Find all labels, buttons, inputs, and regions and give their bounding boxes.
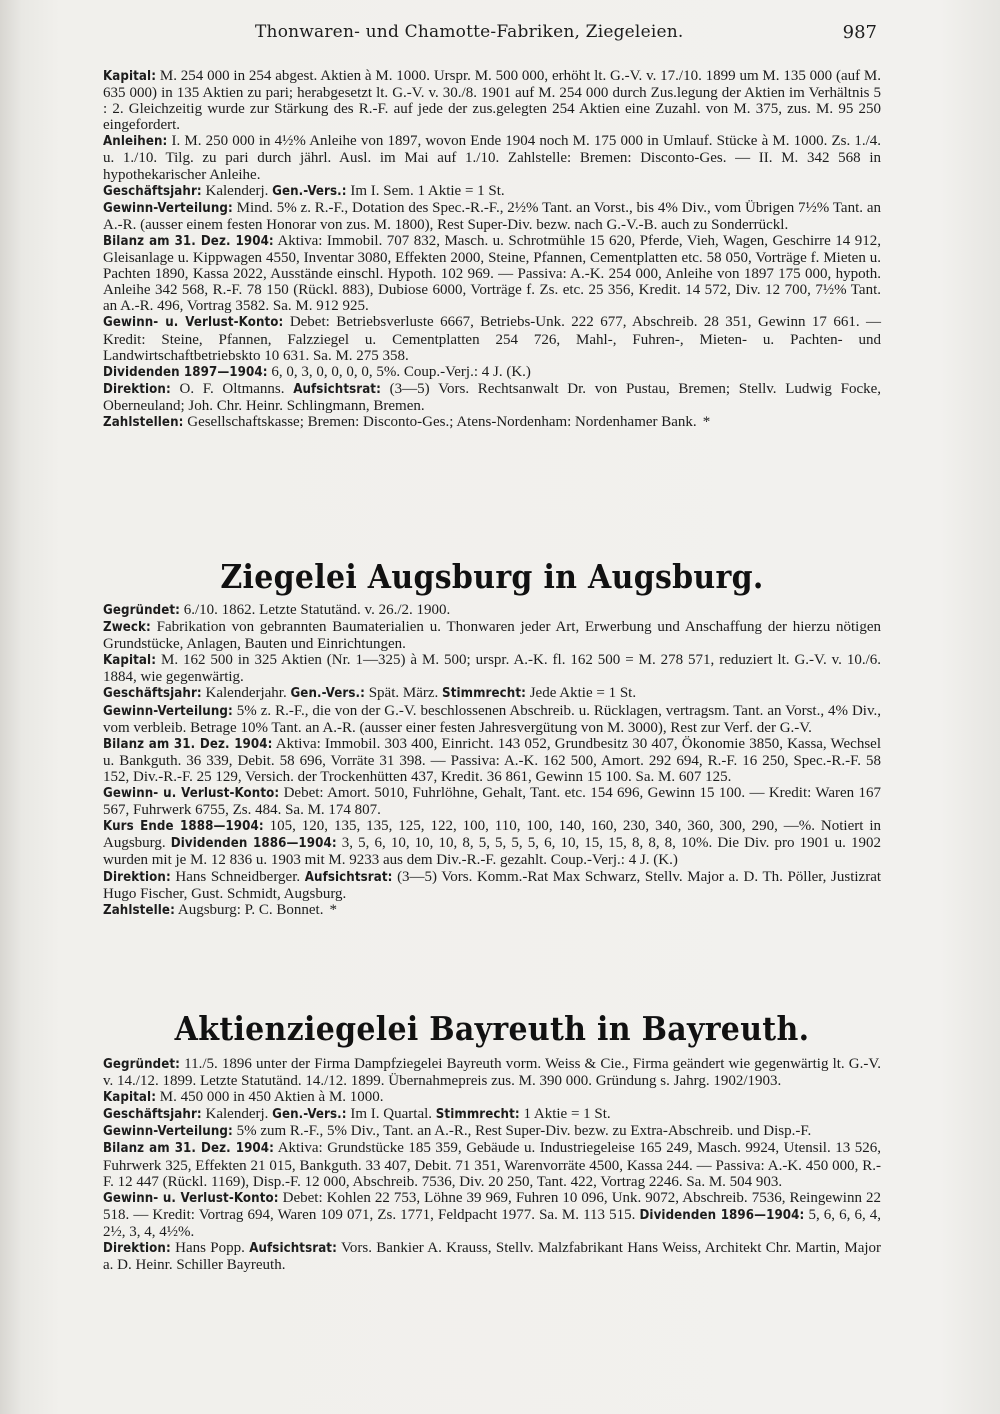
- entry-gegruendet: Gegründet: 11./5. 1896 unter der Firma Dampfziegelei Bayreuth vorm. Weiss & Cie., Firma geändert wie gegenwärtig lt. G.-V. v. 14./12. 1899. Letzte Statutänd. 14./12. 1899. Übernahmepreis zus. M. 390 000. Gründung s. Jahrg. 1902/1903.: [103, 1056, 882, 1090]
- section-continued-company: [103, 68, 881, 431]
- entry-zahlstellen: Zahlstellen: Gesellschaftskasse; Bremen: Disconto-Ges.; Atens-Nordenham: Nordenhamer Bank. *: [103, 413, 711, 430]
- entry-geschaeftsjahr: Geschäftsjahr: Kalenderj. Gen.-Vers.: Im I. Sem. 1 Aktie = 1 St.: [103, 182, 505, 199]
- entry-gewinn-verteilung: Gewinn-Verteilung: Mind. 5% z. R.-F., Dotation des Spec.-R.-F., 2½% Tant. an Vorst., bis 4% Div., vom Übrigen 7½% Tant. an A.-R. (ausser einem festen Honorar von zus. M. 1800), Rest Super-Div. bezw. nach G.-V.-B. auch zu Sonderrückl.: [103, 199, 881, 233]
- page-header: [100, 22, 880, 46]
- entry-gewinn-verlust: Gewinn- u. Verlust-Konto: Debet: Betriebsverluste 6667, Betriebs-Unk. 222 677, Abschreib. 28 351, Gewinn 17 661. — Kredit: Steine, Pfannen, Falzziegel u. Cementplatten 254 726, Mahl-, Fuhren-, Mieten- u. Pachten- und Landwirtschaftbetriebskto 10 631. Sa. M. 275 358.: [103, 314, 882, 364]
- company-title-augsburg: Ziegelei Augsburg in Augsburg.: [220, 558, 764, 597]
- entry-geschaeftsjahr: Geschäftsjahr: Kalenderjahr. Gen.-Vers.: Spät. März. Stimmrecht: Jede Aktie = 1 St.: [103, 685, 637, 702]
- entry-bilanz: Bilanz am 31. Dez. 1904: Aktiva: Grundstücke 185 359, Gebäude u. Industriegeleise 165 249, Masch. 9924, Utensil. 13 526, Fuhrwerk 325, Effekten 21 015, Bankguth. 33 407, Debit. 71 351, Warenvorräte 4500, Kassa 244. — Passiva: A.-K. 450 000, R.-F. 12 447 (Rückl. 1169), Disp.-F. 12 000, Abschreib. 7536, Div. 20 250, Tant. 422, Vortrag 2246. Sa. M. 504 903.: [103, 1140, 881, 1190]
- entry-dividenden: Dividenden 1897—1904: 6, 0, 3, 0, 0, 0, 0, 5%. Coup.-Verj.: 4 J. (K.): [103, 363, 531, 380]
- entry-zweck: Zweck: Fabrikation von gebrannten Baumaterialien u. Thonwaren jeder Art, Erwerbung und Anschaffung der hierzu nötigen Grundstücke, Anlagen, Bauten und Einrichtungen.: [103, 619, 881, 653]
- entry-direktion: Direktion: Hans Schneidberger. Aufsichtsrat: (3—5) Vors. Komm.-Rat Max Schwarz, Stellv. Major a. D. Th. Pöller, Justizrat Hugo Fischer, Gust. Schmidt, Augsburg.: [103, 868, 882, 902]
- entry-bilanz: Bilanz am 31. Dez. 1904: Aktiva: Immobil. 707 832, Masch. u. Schrotmühle 15 620, Pferde, Vieh, Wagen, Geschirre 14 912, Gleisanlage u. Kippwagen 4550, Inventar 3080, Effekten 2000, Steine, Pfannen, Cementplatten etc. 58 050, Vorträge f. Mieten u. Pachten 1890, Kassa 2022, Ausstände einschl. Hypoth. 102 969. — Passiva: A.-K. 254 000, Anleihe von 1897 175 000, hypoth. Anleihe 342 568, R.-F. 78 150 (Rückl. 883), Dubiose 6000, Vorträge f. Zs. etc. 25 356, Kredit. 14 572, Div. 12 700, 7½% Tant. an A.-R. 496, Vortrag 3582. Sa. M. 912 925.: [103, 232, 881, 315]
- entry-bilanz: Bilanz am 31. Dez. 1904: Aktiva: Immobil. 303 400, Einricht. 143 052, Grundbesitz 30 407, Ökonomie 3850, Kassa, Wechsel u. Bankguth. 36 339, Debit. 58 696, Vorräte 31 398. — Passiva: A.-K. 162 500, Amort. 292 694, R.-F. 16 250, Spec.-R.-F. 58 152, Div.-R.-F. 25 129, Versich. der Trockenhütten 437, Kredit. 36 861, Gewinn 15 100. Sa. M. 607 125.: [103, 735, 881, 785]
- entry-direktion: Direktion: O. F. Oltmanns. Aufsichtsrat: (3—5) Vors. Rechtsanwalt Dr. von Pustau, Bremen; Stellv. Ludwig Focke, Oberneuland; Joh. Chr. Heinr. Schlingmann, Bremen.: [103, 380, 882, 414]
- section-bayreuth: [103, 1056, 881, 1273]
- entry-gewinn-verlust: Gewinn- u. Verlust-Konto: Debet: Kohlen 22 753, Löhne 39 969, Fuhren 10 096, Unk. 9072, Abschreib. 7536, Reingewinn 22 518. — Kredit: Vortrag 694, Waren 109 071, Zs. 1771, Feldpacht 1977. Sa. M. 113 515. Dividenden 1896—1904: 5, 6, 6, 6, 4, 2½, 3, 4, 4½%.: [103, 1189, 882, 1240]
- entry-gewinn-verteilung: Gewinn-Verteilung: 5% zum R.-F., 5% Div., Tant. an A.-R., Rest Super-Div. bezw. zu Extra-Abschreib. und Disp.-F.: [103, 1123, 812, 1140]
- running-title: Thonwaren- und Chamotte-Fabriken, Ziegeleien.: [255, 22, 684, 42]
- entry-direktion: Direktion: Hans Popp. Aufsichtsrat: Vors. Bankier A. Krauss, Stellv. Malzfabrikant Hans Weiss, Architekt Chr. Martin, Major a. D. Heinr. Schiller Bayreuth.: [103, 1240, 882, 1274]
- section-augsburg: [103, 602, 881, 919]
- entry-gegruendet: Gegründet: 6./10. 1862. Letzte Statutänd. v. 26./2. 1900.: [103, 602, 451, 618]
- company-title-bayreuth: Aktienziegelei Bayreuth in Bayreuth.: [174, 1010, 810, 1049]
- entry-anleihen: Anleihen: I. M. 250 000 in 4½% Anleihe von 1897, wovon Ende 1904 noch M. 175 000 in Umlauf. Stücke à M. 1000. Zs. 1./4. u. 1./10. Tilg. zu pari durch jährl. Ausl. im Mai auf 1./10. Zahlstelle: Bremen: Disconto-Ges. — II. M. 342 568 in hypothekarischer Anleihe.: [103, 133, 882, 183]
- entry-gewinn-verteilung: Gewinn-Verteilung: 5% z. R.-F., die von der G.-V. beschlossenen Abschreib. u. Rücklagen, vertragsm. Tant. an Vorst., 4% Div., vom verbleib. Betrage 10% Tant. an A.-R. (ausser einer festen Jahresvergütung von M. 3000), Rest zur Verf. der G.-V.: [103, 702, 881, 736]
- entry-zahlstelle: Zahlstelle: Augsburg: P. C. Bonnet. *: [103, 901, 337, 918]
- entry-kapital: Kapital: M. 254 000 in 254 abgest. Aktien à M. 1000. Urspr. M. 500 000, erhöht lt. G.-V. v. 17./10. 1899 um M. 135 000 (auf M. 635 000) in 135 Aktien zu pari; herabgesetzt lt. G.-V. v. 30./8. 1901 auf M. 254 000 durch Zus.legung der Aktien im Verhältnis 5 : 2. Gleichzeitig wurde zur Stärkung des R.-F. auf jede der zus.gelegten 254 Aktien eine Zuzahl. von M. 375, zus. M. 95 250 eingefordert.: [103, 68, 882, 134]
- entry-kapital: Kapital: M. 450 000 in 450 Aktien à M. 1000.: [103, 1089, 384, 1106]
- entry-kurs-dividenden: Kurs Ende 1888—1904: 105, 120, 135, 135, 125, 122, 100, 110, 100, 140, 160, 230, 340, 360, 300, 290, —%. Notiert in Augsburg. Dividenden 1886—1904: 3, 5, 6, 10, 10, 10, 8, 5, 5, 5, 5, 6, 10, 15, 15, 8, 8, 8, 10%. Die Div. pro 1901 u. 1902 wurden mit je M. 12 836 u. 1903 mit M. 9233 aus dem Div.-R.-F. gezahlt. Coup.-Verj.: 4 J. (K.): [103, 818, 882, 869]
- entry-kapital: Kapital: M. 162 500 in 325 Aktien (Nr. 1—325) à M. 500; urspr. A.-K. fl. 162 500 = M. 278 571, reduziert lt. G.-V. v. 10./6. 1884, wie gegenwärtig.: [103, 652, 881, 686]
- page-number: 987: [842, 22, 877, 43]
- entry-geschaeftsjahr: Geschäftsjahr: Kalenderj. Gen.-Vers.: Im I. Quartal. Stimmrecht: 1 Aktie = 1 St.: [103, 1106, 611, 1123]
- entry-gewinn-verlust: Gewinn- u. Verlust-Konto: Debet: Amort. 5010, Fuhrlöhne, Gehalt, Tant. etc. 154 696, Gewinn 15 100. — Kredit: Waren 167 567, Fuhrwerk 6755, Zs. 484. Sa. M. 174 807.: [103, 785, 882, 819]
- left-margin-bleed: [0, 0, 22, 1414]
